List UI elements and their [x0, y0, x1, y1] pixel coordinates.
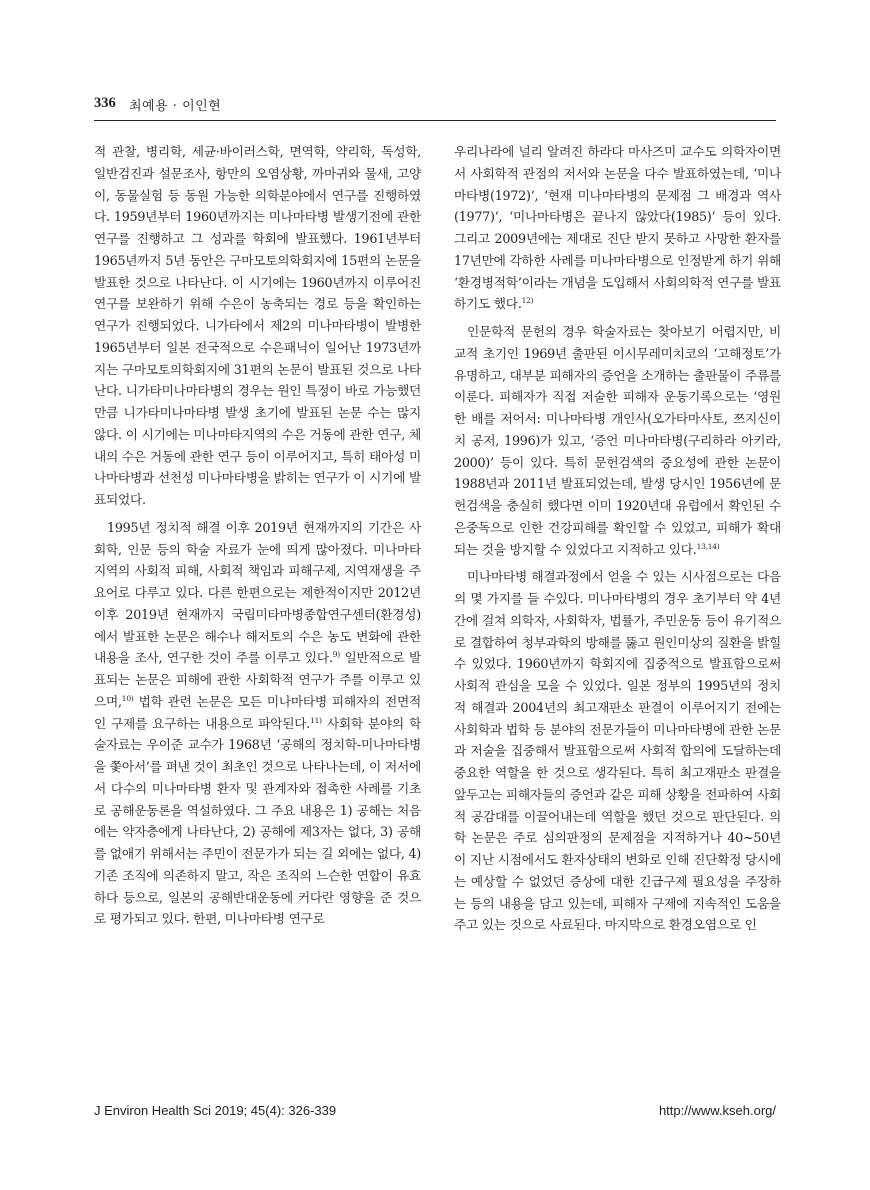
citation-ref: 9) — [332, 650, 340, 660]
right-column — [454, 141, 781, 936]
paragraph: 우리나라에 널리 알려진 하라다 마사즈미 교수도 의학자이면서 사회학적 관점의 저서와 논문을 다수 발표하였는데, ‘미나마타병(1972)’, ‘현재 미나마타병의 문제점 그 배경과 역사(1977)’, ‘미나마타병은 끝나지 않았다(1985)’ 등이 있다. 그리고 2009년에는 제대로 진단 받지 못하고 사망한 환자를 17년만에 각하한 사례를 미나마타병으로 인정받게 하기 위해 ‘환경병적학’이라는 개념을 도입해서 사회의학적 연구를 발표하기도 했다.$^{12)}$ — [454, 144, 781, 312]
left-column — [94, 141, 421, 930]
paragraph: 인문학적 문헌의 경우 학술자료는 찾아보기 어렵지만, 비교적 초기인 1969년 출판된 이시무레미치코의 ‘고해정토’가 유명하고, 대부분 피해자의 증언을 소개하는 출판물이 주류를 이룬다. 피해자가 직접 저술한 피해자 운동기록으로는 ‘영원한 배를 저어서: 미나마타병 개인사(오가타마사토, 쯔지신이치 공저, 1996)가 있고, ‘증언 미나마타병(구리하라 아키라, 2000)’ 등이 있다. 특히 문헌검색의 중요성에 관한 논문이 1988년과 2011년 발표되었는데, 발생 당시인 1956년에 문헌검색을 충실히 했다면 이미 1920년대 유럽에서 확인된 수은중독으로 인한 건강피해를 확인할 수 있었고, 피해가 확대되는 것을 방지할 수 있었다고 지적하고 있다.$^{13,14)}$ — [454, 324, 781, 557]
journal-citation: J Environ Health Sci 2019; 45(4): 326-339 — [94, 1103, 337, 1118]
paragraph: 적 관찰, 병리학, 세균·바이러스학, 면역학, 약리학, 독성학, 일반검진과 설문조사, 항만의 오염상황, 까마귀와 물새, 고양이, 동물실험 등 동원 가능한 의학분야에서 연구를 진행하였다. 1959년부터 1960년까지는 미나마타병 발생기전에 관한 연구를 진행하고 그 성과를 학회에 발표했다. 1961년부터 1965년까지 5년 동안은 구마모토의학회지에 15편의 논문을 발표한 것으로 나타난다. 이 시기에는 1960년까지 이루어진 연구를 보완하기 위해 수은이 농축되는 경로 등을 확인하는 연구가 진행되었다. 니가타에서 제2의 미나마타병이 발병한 1965년부터 일본 전국적으로 수은패닉이 일어난 1973년까지는 구마모토의학회지에 31편의 논문이 발표된 것으로 나타난다. 니가타미나마타병의 경우는 원인 특정이 바로 가능했던 만큼 니가타미나마타병 발생 초기에 발표된 논문 수는 많지 않다. 이 시기에는 미나마타지역의 수은 거동에 관한 연구, 체내의 수은 거동에 관한 연구 등이 이루어지고, 특히 태아성 미나마타병과 선천성 미나마타병을 밝히는 연구가 이 시기에 발표되었다. — [94, 144, 421, 507]
citation-ref: 10) — [121, 693, 134, 703]
citation-ref: 13,14) — [696, 541, 720, 551]
paragraph: 1995년 정치적 해결 이후 2019년 현재까지의 기간은 사회학, 인문 등의 학술 자료가 눈에 띄게 많아졌다. 미나마타 지역의 사회적 피해, 사회적 책임과 피해구제, 지역재생을 주요어로 다루고 있다. 다른 한편으로는 제한적이지만 2012년 이후 2019년 현재까지 국립미타마병종합연구센터(환경성)에서 발표한 논문은 해수나 해저토의 수은 농도 변화에 관한 내용을 조사, 연구한 것이 주를 이루고 있다.$^{9)}$ 일반적으로 발표되는 논문은 피해에 관한 사회학적 연구가 주를 이루고 있으며,$^{10)}$ 법학 관련 논문은 모든 미나마타병 피해자의 전면적인 구제를 요구하는 내용으로 파악된다.$^{11)}$ 사회학 분야의 학술자료는 우이준 교수가 1968년 ‘공해의 정치학-미나마타병을 쫓아서’를 펴낸 것이 최초인 것으로 나타나는데, 이 저서에서 다수의 미나마타병 환자 및 관계자와 접촉한 사례를 기초로 공해운동론을 역설하였다. 그 주요 내용은 1) 공해는 처음에는 약자층에게 나타난다, 2) 공해에 제3자는 없다, 3) 공해를 없애기 위해서는 주민이 전문가가 되는 길 외에는 없다, 4) 기존 조직에 의존하지 말고, 작은 조직의 느슨한 연합이 유효하다 등으로, 일본의 공해반대운동에 커다란 영향을 준 것으로 평가되고 있다. 한편, 미나마타병 연구로 — [94, 519, 421, 927]
citation-ref: 12) — [521, 296, 534, 306]
journal-url[interactable]: http://www.kseh.org/ — [658, 1103, 776, 1118]
page-number: 336 — [94, 95, 116, 111]
citation-ref: 11) — [310, 715, 322, 725]
running-header — [94, 93, 784, 115]
running-authors: 최예용 · 이인현 — [129, 99, 222, 114]
header-rule — [94, 120, 776, 121]
paragraph: 미나마타병 해결과정에서 얻을 수 있는 시사점으로는 다음의 몇 가지를 들 수있다. 미나마타병의 경우 초기부터 약 4년간에 걸쳐 의학자, 사회학자, 법률가, 주민운동 등이 유기적으로 결합하여 청부과학의 방해를 뚫고 원인미상의 질환을 밝힐 수 있었다. 1960년까지 학회지에 집중적으로 발표함으로써 사회적 관심을 모을 수 있었다. 일본 정부의 1995년의 정치적 해결과 2004년의 최고재판소 판결이 이루어지기 전에는 사회학과 법학 등 분야의 전문가들이 미나마타병에 관한 논문과 저술을 집중해서 발표함으로써 사회적 합의에 도달하는데 중요한 역할을 한 것으로 생각된다. 특히 최고재판소 판결을 앞두고는 피해자들의 증언과 같은 피해 상황을 전파하여 사회적 공감대를 이끌어내는데 역할을 했던 것으로 판단된다. 의학 논문은 주로 심의판정의 문제점을 지적하거나 40~50년이 지난 시점에서도 환자상태의 변화로 인해 진단확정 당시에는 예상할 수 없었던 증상에 대한 긴급구제 필요성을 주장하는 등의 내용을 담고 있는데, 피해자 구제에 지속적인 도움을 주고 있는 것으로 사료된다. 마지막으로 환경오염으로 인 — [454, 569, 781, 933]
